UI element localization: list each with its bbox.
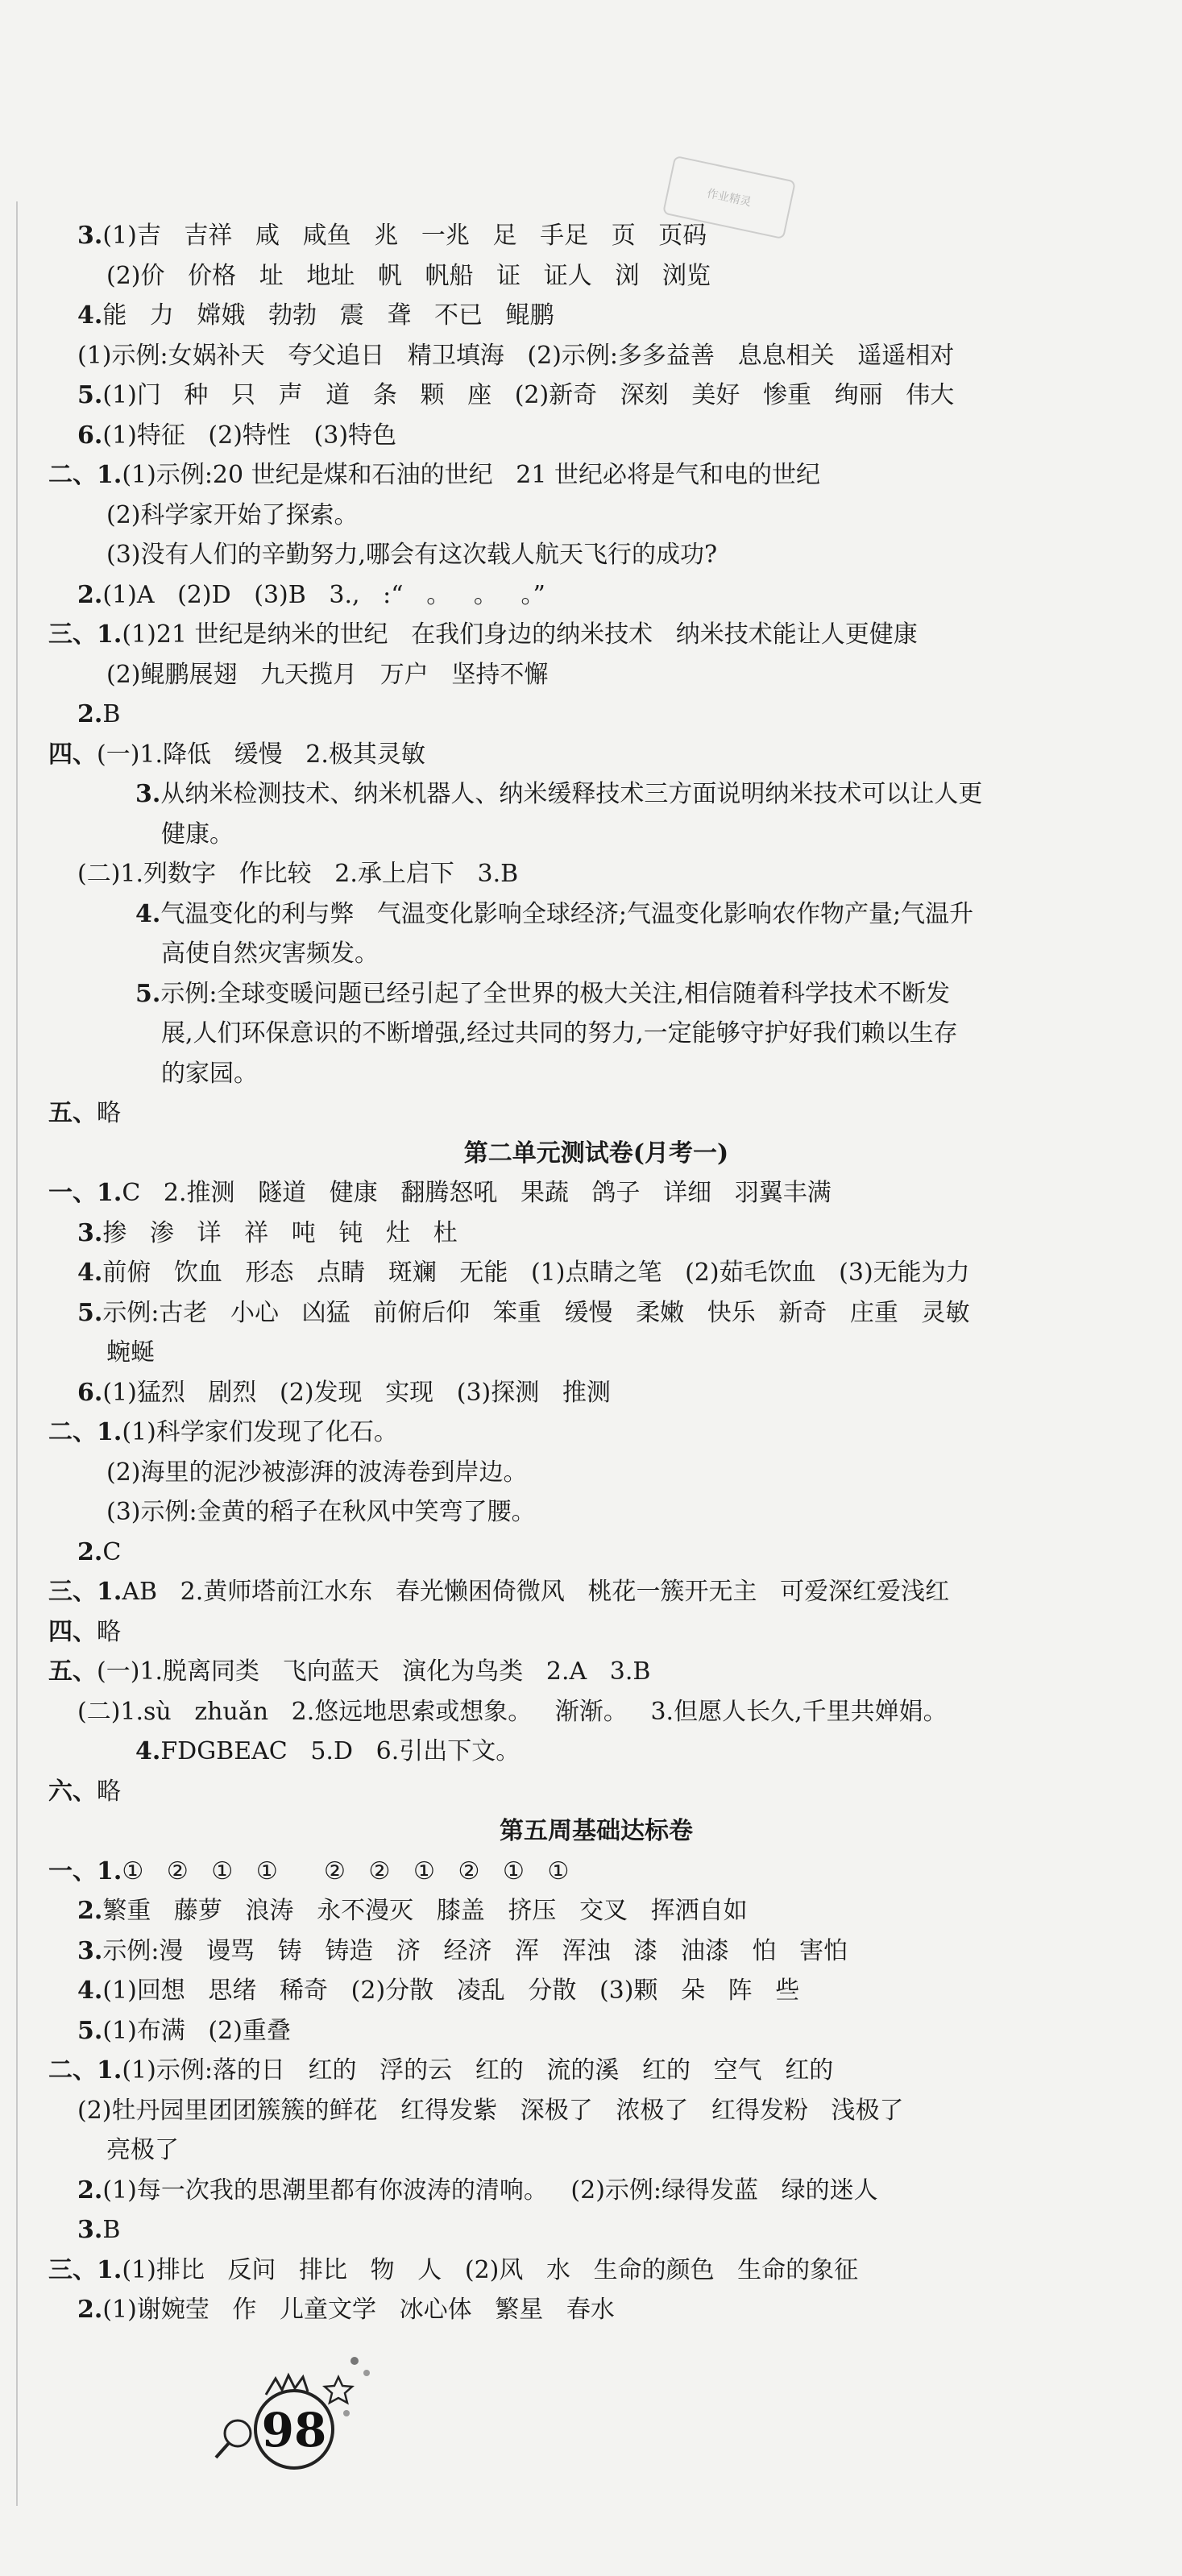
margin-line [16, 201, 18, 2506]
answer-line: 6.(1)猛烈 剧烈 (2)发现 实现 (3)探测 推测 [77, 1378, 611, 1407]
answer-line: 3.B [77, 2216, 121, 2244]
watermark-stamp: 作业精灵 [662, 156, 796, 239]
answer-line: 展,人们环保意识的不断增强,经过共同的努力,一定能够守护好我们赖以生存 [161, 1019, 958, 1047]
answer-line: 2.(1)每一次我的思潮里都有你波涛的清响。 (2)示例:绿得发蓝 绿的迷人 [77, 2176, 878, 2205]
answer-line: 4.气温变化的利与弊 气温变化影响全球经济;气温变化影响农作物产量;气温升 [135, 899, 974, 928]
answer-line: 4.能 力 嫦娥 勃勃 震 聋 不已 鲲鹏 [77, 301, 554, 330]
answer-line: 四、(一)1.降低 缓慢 2.极其灵敏 [48, 740, 425, 769]
answer-line: 6.(1)特征 (2)特性 (3)特色 [77, 421, 397, 450]
answer-content [48, 216, 1144, 2330]
answer-line: (2)价 价格 址 地址 帆 帆船 证 证人 浏 浏览 [106, 261, 711, 290]
answer-line: 3.(1)吉 吉祥 咸 咸鱼 兆 一兆 足 手足 页 页码 [77, 222, 707, 250]
page-number: 98 [261, 2403, 327, 2458]
answer-line: 5.(1)门 种 只 声 道 条 颗 座 (2)新奇 深刻 美好 惨重 绚丽 伟大 [77, 381, 955, 409]
answer-line: 2.繁重 藤萝 浪涛 永不漫灭 膝盖 挤压 交叉 挥洒自如 [77, 1897, 748, 1925]
answer-line: 一、1.C 2.推测 隧道 健康 翻腾怒吼 果蔬 鸽子 详细 羽翼丰满 [48, 1179, 832, 1207]
answer-line: 的家园。 [161, 1059, 258, 1088]
answer-line: 2.B [77, 700, 121, 728]
answer-line: 高使自然灾害频发。 [161, 940, 379, 968]
answer-line: 五、(一)1.脱离同类 飞向蓝天 演化为鸟类 2.A 3.B [48, 1657, 651, 1686]
answer-line: 2.(1)A (2)D (3)B 3., :“ 。 。 。” [77, 580, 545, 609]
answer-line: 五、略 [48, 1099, 121, 1127]
answer-line: 5.(1)布满 (2)重叠 [77, 2016, 291, 2045]
answer-line: 3.掺 渗 详 祥 吨 钝 灶 杜 [77, 1218, 458, 1247]
answer-line: (2)牡丹园里团团簇簇的鲜花 红得发紫 深极了 浓极了 红得发粉 浅极了 [77, 2096, 904, 2125]
answer-line: (3)示例:金黄的稻子在秋风中笑弯了腰。 [106, 1498, 536, 1526]
answer-line: 六、略 [48, 1777, 121, 1806]
answer-line: 2.(1)谢婉莹 作 儿童文学 冰心体 繁星 春水 [77, 2296, 615, 2324]
answer-line: (二)1.sù zhuǎn 2.悠远地思索或想象。 渐渐。 3.但愿人长久,千里共婵娟。 [77, 1697, 948, 1726]
answer-line: 三、1.AB 2.黄师塔前江水东 春光懒困倚微风 桃花一簇开无主 可爱深红爱浅红 [48, 1578, 950, 1606]
answer-line: 二、1.(1)示例:20 世纪是煤和石油的世纪 21 世纪必将是气和电的世纪 [48, 461, 820, 489]
answer-line: 亮极了 [106, 2136, 179, 2164]
answer-line: 健康。 [161, 819, 234, 848]
answer-line: 5.示例:全球变暖问题已经引起了全世界的极大关注,相信随着科学技术不断发 [135, 979, 950, 1008]
answer-line: 4.前俯 饮血 形态 点睛 斑斓 无能 (1)点睛之笔 (2)茹毛饮血 (3)无能为力 [77, 1259, 970, 1287]
answer-line: (2)科学家开始了探索。 [106, 500, 359, 529]
answer-line: 一、1.① ② ① ① ② ② ① ② ① ① [48, 1856, 570, 1885]
answer-line: 4.(1)回想 思绪 稀奇 (2)分散 凌乱 分散 (3)颗 朵 阵 些 [77, 1977, 800, 2005]
star-icon [325, 2377, 352, 2403]
answer-line: 二、1.(1)示例:落的日 红的 浮的云 红的 流的溪 红的 空气 红的 [48, 2056, 834, 2084]
section-title: 第二单元测试卷(月考一) [463, 1139, 729, 1168]
magnifier-icon [225, 2420, 251, 2446]
section-title: 第五周基础达标卷 [500, 1817, 693, 1845]
answer-line: 二、1.(1)科学家们发现了化石。 [48, 1418, 398, 1446]
answer-line: 5.示例:古老 小心 凶猛 前俯后仰 笨重 缓慢 柔嫩 快乐 新奇 庄重 灵敏 [77, 1298, 970, 1327]
answer-line: 四、略 [48, 1617, 121, 1646]
answer-line: 3.从纳米检测技术、纳米机器人、纳米缓释技术三方面说明纳米技术可以让人更 [135, 780, 983, 808]
answer-line: (1)示例:女娲补天 夸父追日 精卫填海 (2)示例:多多益善 息息相关 遥遥相对 [77, 341, 955, 370]
answer-line: 三、1.(1)21 世纪是纳米的世纪 在我们身边的纳米技术 纳米技术能让人更健康 [48, 620, 918, 649]
answer-line: (3)没有人们的辛勤努力,哪会有这次载人航天飞行的成功? [106, 541, 718, 569]
answer-line: (2)鲲鹏展翅 九天揽月 万户 坚持不懈 [106, 660, 549, 689]
answer-line: 2.C [77, 1537, 122, 1566]
answer-line: 4.FDGBEAC 5.D 6.引出下文。 [135, 1737, 520, 1765]
answer-line: 蜿蜒 [106, 1338, 155, 1367]
answer-line: (二)1.列数字 作比较 2.承上启下 3.B [77, 860, 519, 888]
answer-line: (2)海里的泥沙被澎湃的波涛卷到岸边。 [106, 1458, 528, 1487]
answer-line: 3.示例:漫 谩骂 铸 铸造 济 经济 浑 浑浊 漆 油漆 怕 害怕 [77, 1936, 848, 1965]
page-number-badge [201, 2337, 387, 2482]
answer-line: 三、1.(1)排比 反问 排比 物 人 (2)风 水 生命的颜色 生命的象征 [48, 2255, 859, 2284]
